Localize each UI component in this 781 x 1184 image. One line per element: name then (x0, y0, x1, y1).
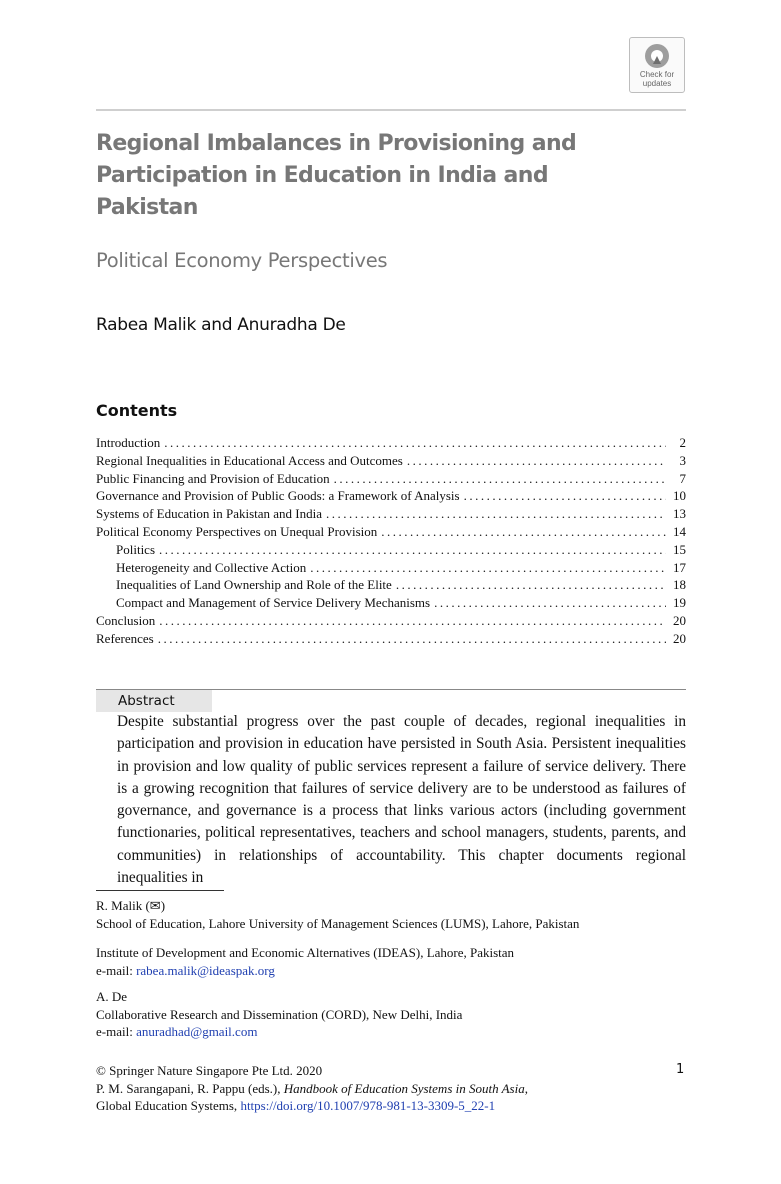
toc-entry-label: Introduction (96, 435, 161, 450)
author2-email-link[interactable]: anuradhad@gmail.com (136, 1024, 258, 1039)
toc-entry-page: 3 (679, 452, 686, 468)
toc-entry-page: 14 (673, 523, 686, 539)
toc-leader-dots (164, 434, 666, 452)
toc-entry-label: Compact and Management of Service Delivery Mechanisms (116, 595, 431, 611)
toc-leader-dots (334, 470, 666, 488)
toc-entry-label: Inequalities of Land Ownership and Role of the Elite (116, 577, 392, 593)
toc-leader-dots (310, 559, 666, 577)
toc-entry-label: Politics (116, 541, 156, 557)
author1-email-line (96, 962, 696, 980)
editors-line (96, 1080, 686, 1098)
toc-entry-page: 7 (679, 470, 686, 486)
email-label: e-mail: (96, 962, 137, 978)
header-rule (96, 109, 686, 111)
toc-leader-dots (158, 630, 666, 648)
toc-leader-dots (407, 452, 666, 470)
author2-email-line (96, 1023, 696, 1041)
editors: P. M. Sarangapani, R. Pappu (eds.), (96, 1080, 284, 1096)
toc-entry-page: 17 (673, 559, 686, 575)
toc-entry-page: 19 (673, 595, 686, 611)
toc-leader-dots (434, 594, 666, 612)
affiliation-author1 (96, 897, 696, 932)
affiliation-author2 (96, 988, 696, 1041)
author1-email-link[interactable]: rabea.malik@ideaspak.org (136, 962, 275, 978)
author1-affiliation-2: Institute of Development and Economic Alternatives (IDEAS), Lahore, Pakistan (96, 945, 515, 960)
toc-entry-page: 18 (673, 577, 686, 593)
abstract-text: Despite substantial progress over the past couple of decades, regional inequalities in participation and provision in education have persisted in South Asia. Persistent inequalities in provision and low quality of public services represent a failure of service delivery. There is a growing recognition that failures of service delivery are to be understood as failures of governance, and governance is a process that links various actors (including government functionaries, political representatives, teachers and school managers, students, parents, and communities) in relationships of accountability. This chapter documents regional inequalities in (117, 713, 686, 887)
chapter-authors: Rabea Malik and Anuradha De (96, 315, 346, 335)
toc-entry[interactable] (96, 434, 686, 452)
series-name: Global Education Systems, (96, 1098, 241, 1113)
badge-line-1: Check for (639, 70, 675, 79)
contents-heading: Contents (96, 401, 178, 420)
author2-affiliation: Collaborative Research and Dissemination (CORD), New Delhi, India (96, 1006, 463, 1022)
toc-entry[interactable] (96, 452, 686, 470)
publication-info (96, 1062, 686, 1115)
doi-link[interactable]: https://doi.org/10.1007/978-981-13-3309-5_22-1 (240, 1098, 496, 1113)
author2-name: A. De (96, 989, 128, 1004)
toc-entry-label: Political Economy Perspectives on Unequal Provision (96, 523, 378, 539)
toc-entry-label: References (96, 630, 154, 646)
badge-line-2: updates (642, 79, 672, 88)
author1-affiliation-1: School of Education, Lahore University of Management Sciences (LUMS), Lahore, Pakistan (96, 915, 580, 931)
book-title: Handbook of Education Systems in South Asia (283, 1080, 525, 1096)
check-for-updates-badge[interactable] (629, 37, 685, 93)
toc-entry[interactable] (96, 559, 686, 577)
crossmark-icon (643, 42, 671, 70)
affiliation-author1-second (96, 944, 696, 979)
toc-entry[interactable] (96, 470, 686, 488)
toc-entry-page: 15 (673, 541, 686, 557)
toc-entry[interactable] (96, 594, 686, 612)
toc-entry[interactable] (96, 576, 686, 594)
toc-entry[interactable] (96, 505, 686, 523)
author1-name: R. Malik (✉) (96, 898, 166, 913)
toc-leader-dots (464, 487, 666, 505)
page-number: 1 (676, 1062, 685, 1077)
email-label: e-mail: (96, 1024, 137, 1039)
toc-entry-page: 20 (673, 612, 686, 628)
toc-leader-dots (381, 523, 666, 541)
toc-entry[interactable] (96, 523, 686, 541)
toc-entry-label: Governance and Provision of Public Goods: a Framework of Analysis (96, 488, 460, 504)
toc-entry-label: Conclusion (96, 612, 156, 628)
abstract-label: Abstract (96, 690, 212, 712)
toc-leader-dots (159, 541, 666, 559)
toc-entry-label: Systems of Education in Pakistan and India (96, 506, 323, 522)
series-line (96, 1097, 686, 1115)
toc-entry-page: 2 (679, 435, 686, 450)
toc-entry-page: 10 (673, 488, 686, 504)
toc-entry-page: 13 (673, 506, 686, 522)
toc-entry-page: 20 (673, 630, 686, 646)
toc-entry[interactable] (96, 487, 686, 505)
chapter-subtitle: Political Economy Perspectives (96, 249, 388, 272)
chapter-title: Regional Imbalances in Provisioning and Participation in Education in India and Pakistan (96, 131, 577, 220)
toc-entry[interactable] (96, 630, 686, 648)
toc-entry-label: Regional Inequalities in Educational Access and Outcomes (96, 452, 403, 468)
toc-entry-label: Heterogeneity and Collective Action (116, 559, 307, 575)
toc-leader-dots (396, 576, 666, 594)
toc-leader-dots (159, 612, 666, 630)
table-of-contents (96, 434, 686, 648)
toc-leader-dots (326, 505, 666, 523)
toc-entry-label: Public Financing and Provision of Education (96, 470, 330, 486)
toc-entry[interactable] (96, 541, 686, 559)
copyright-line: © Springer Nature Singapore Pte Ltd. 2020 (96, 1063, 323, 1078)
toc-entry[interactable] (96, 612, 686, 630)
book-title-suffix: , (524, 1080, 528, 1096)
footnote-rule (96, 890, 224, 891)
